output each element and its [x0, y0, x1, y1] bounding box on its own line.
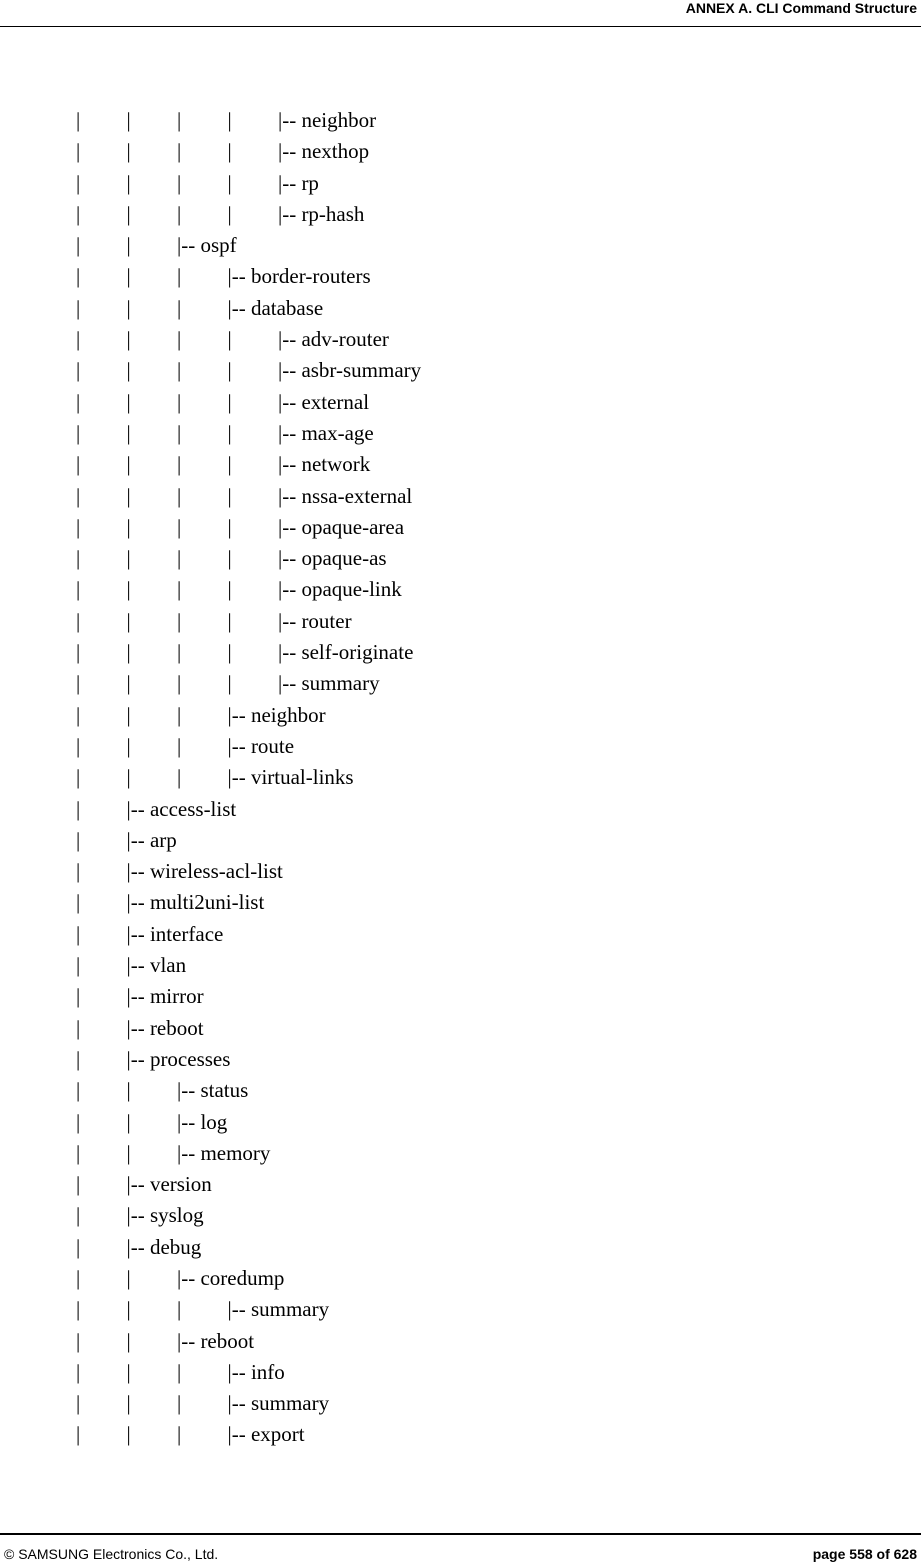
tree-node-label: |-- memory — [177, 1140, 271, 1165]
tree-node-label: |-- opaque-as — [278, 546, 387, 571]
tree-node-label: |-- rp-hash — [278, 201, 365, 226]
tree-node-label: |-- route — [227, 733, 295, 758]
tree-pipe: | — [177, 295, 182, 320]
tree-pipe: | — [76, 233, 81, 258]
page-header-title: ANNEX A. CLI Command Structure — [685, 0, 917, 16]
tree-line — [0, 543, 921, 574]
tree-line — [0, 950, 921, 981]
tree-pipe: | — [227, 483, 232, 508]
tree-pipe: | — [76, 170, 81, 195]
tree-pipe: | — [76, 264, 81, 289]
tree-node-label: |-- opaque-area — [278, 514, 405, 539]
tree-line — [0, 230, 921, 261]
tree-node-label: |-- summary — [227, 1391, 330, 1416]
tree-pipe: | — [126, 1422, 131, 1447]
tree-line — [0, 512, 921, 543]
tree-line — [0, 1169, 921, 1200]
footer-copyright: © SAMSUNG Electronics Co., Ltd. — [4, 1546, 219, 1562]
tree-pipe: | — [126, 420, 131, 445]
tree-node-label: |-- database — [227, 295, 324, 320]
tree-pipe: | — [126, 233, 131, 258]
tree-node-label: |-- mirror — [126, 984, 204, 1009]
tree-pipe: | — [126, 640, 131, 665]
tree-pipe: | — [227, 201, 232, 226]
tree-node-label: |-- arp — [126, 827, 177, 852]
tree-pipe: | — [76, 984, 81, 1009]
tree-line — [0, 1013, 921, 1044]
tree-pipe: | — [227, 170, 232, 195]
tree-pipe: | — [177, 452, 182, 477]
tree-node-label: |-- ospf — [177, 233, 237, 258]
tree-pipe: | — [76, 671, 81, 696]
tree-pipe: | — [126, 108, 131, 132]
tree-pipe: | — [126, 765, 131, 790]
tree-pipe: | — [76, 1078, 81, 1103]
tree-line — [0, 825, 921, 856]
tree-pipe: | — [177, 358, 182, 383]
cli-command-tree — [0, 105, 921, 1451]
tree-node-label: |-- router — [278, 608, 352, 633]
tree-pipe: | — [76, 1172, 81, 1197]
tree-line — [0, 199, 921, 230]
tree-pipe: | — [76, 389, 81, 414]
tree-pipe: | — [177, 108, 182, 132]
tree-node-label: |-- info — [227, 1359, 285, 1384]
tree-node-label: |-- max-age — [278, 420, 374, 445]
tree-pipe: | — [227, 671, 232, 696]
tree-pipe: | — [177, 1422, 182, 1447]
tree-pipe: | — [227, 108, 232, 132]
tree-line — [0, 293, 921, 324]
tree-pipe: | — [227, 546, 232, 571]
tree-node-label: |-- nssa-external — [278, 483, 413, 508]
tree-line — [0, 668, 921, 699]
tree-node-label: |-- processes — [126, 1046, 231, 1071]
tree-node-label: |-- opaque-link — [278, 577, 402, 602]
header-divider — [0, 26, 921, 27]
tree-pipe: | — [76, 1297, 81, 1322]
tree-pipe: | — [126, 139, 131, 164]
tree-pipe: | — [126, 264, 131, 289]
tree-pipe: | — [126, 1078, 131, 1103]
tree-node-label: |-- nexthop — [278, 139, 370, 164]
tree-pipe: | — [76, 1265, 81, 1290]
tree-pipe: | — [177, 640, 182, 665]
tree-pipe: | — [177, 671, 182, 696]
tree-pipe: | — [76, 1391, 81, 1416]
tree-pipe: | — [126, 1297, 131, 1322]
tree-line — [0, 574, 921, 605]
tree-pipe: | — [76, 139, 81, 164]
tree-node-label: |-- wireless-acl-list — [126, 859, 283, 884]
tree-pipe: | — [177, 702, 182, 727]
tree-line — [0, 105, 921, 136]
tree-line — [0, 700, 921, 731]
tree-pipe: | — [227, 577, 232, 602]
tree-line — [0, 1326, 921, 1357]
tree-pipe: | — [177, 483, 182, 508]
tree-pipe: | — [76, 1328, 81, 1353]
tree-pipe: | — [126, 577, 131, 602]
tree-line — [0, 981, 921, 1012]
tree-pipe: | — [126, 546, 131, 571]
tree-pipe: | — [177, 420, 182, 445]
tree-pipe: | — [76, 1046, 81, 1071]
tree-pipe: | — [177, 577, 182, 602]
tree-pipe: | — [76, 1234, 81, 1259]
tree-line — [0, 919, 921, 950]
tree-pipe: | — [76, 640, 81, 665]
tree-pipe: | — [177, 733, 182, 758]
tree-pipe: | — [76, 452, 81, 477]
tree-node-label: |-- network — [278, 452, 371, 477]
tree-pipe: | — [76, 733, 81, 758]
tree-pipe: | — [227, 452, 232, 477]
tree-pipe: | — [177, 264, 182, 289]
tree-line — [0, 261, 921, 292]
tree-node-label: |-- virtual-links — [227, 765, 354, 790]
tree-line — [0, 1107, 921, 1138]
tree-pipe: | — [76, 1422, 81, 1447]
tree-pipe: | — [177, 1391, 182, 1416]
tree-pipe: | — [126, 295, 131, 320]
tree-pipe: | — [76, 953, 81, 978]
tree-pipe: | — [227, 327, 232, 352]
tree-pipe: | — [126, 702, 131, 727]
tree-node-label: |-- reboot — [126, 1015, 204, 1040]
tree-pipe: | — [126, 170, 131, 195]
footer-page-number: page 558 of 628 — [812, 1546, 917, 1562]
footer-divider — [0, 1533, 921, 1535]
tree-line — [0, 1388, 921, 1419]
tree-pipe: | — [126, 1140, 131, 1165]
tree-line — [0, 856, 921, 887]
tree-node-label: |-- external — [278, 389, 370, 414]
tree-pipe: | — [76, 1203, 81, 1228]
tree-line — [0, 1232, 921, 1263]
tree-pipe: | — [227, 514, 232, 539]
tree-pipe: | — [76, 577, 81, 602]
tree-pipe: | — [177, 389, 182, 414]
tree-node-label: |-- access-list — [126, 796, 237, 821]
tree-line — [0, 418, 921, 449]
tree-pipe: | — [177, 1359, 182, 1384]
tree-pipe: | — [177, 546, 182, 571]
tree-line — [0, 1075, 921, 1106]
tree-pipe: | — [76, 327, 81, 352]
tree-pipe: | — [126, 389, 131, 414]
tree-pipe: | — [126, 1109, 131, 1134]
tree-pipe: | — [126, 201, 131, 226]
tree-node-label: |-- interface — [126, 921, 224, 946]
tree-node-label: |-- status — [177, 1078, 249, 1103]
tree-pipe: | — [76, 1140, 81, 1165]
tree-line — [0, 731, 921, 762]
tree-line — [0, 1419, 921, 1450]
tree-line — [0, 1044, 921, 1075]
tree-pipe: | — [126, 1328, 131, 1353]
tree-pipe: | — [76, 108, 81, 132]
tree-pipe: | — [126, 327, 131, 352]
tree-node-label: |-- debug — [126, 1234, 202, 1259]
tree-pipe: | — [76, 921, 81, 946]
tree-pipe: | — [126, 358, 131, 383]
tree-node-label: |-- border-routers — [227, 264, 371, 289]
tree-pipe: | — [126, 1391, 131, 1416]
tree-line — [0, 168, 921, 199]
tree-pipe: | — [177, 514, 182, 539]
tree-node-label: |-- asbr-summary — [278, 358, 422, 383]
tree-pipe: | — [177, 765, 182, 790]
tree-pipe: | — [177, 327, 182, 352]
tree-node-label: |-- summary — [278, 671, 380, 696]
tree-line — [0, 762, 921, 793]
tree-line — [0, 1138, 921, 1169]
tree-line — [0, 449, 921, 480]
tree-pipe: | — [76, 608, 81, 633]
tree-line — [0, 387, 921, 418]
tree-pipe: | — [177, 608, 182, 633]
tree-pipe: | — [227, 389, 232, 414]
tree-node-label: |-- rp — [278, 170, 319, 195]
tree-pipe: | — [126, 483, 131, 508]
tree-pipe: | — [76, 890, 81, 915]
tree-pipe: | — [227, 608, 232, 633]
tree-line — [0, 481, 921, 512]
tree-pipe: | — [227, 420, 232, 445]
tree-node-label: |-- adv-router — [278, 327, 389, 352]
tree-pipe: | — [126, 1359, 131, 1384]
tree-node-label: |-- version — [126, 1172, 212, 1197]
tree-pipe: | — [126, 514, 131, 539]
tree-line — [0, 1294, 921, 1325]
tree-pipe: | — [126, 1265, 131, 1290]
tree-pipe: | — [177, 1297, 182, 1322]
tree-node-label: |-- neighbor — [227, 702, 326, 727]
tree-pipe: | — [76, 859, 81, 884]
tree-pipe: | — [76, 702, 81, 727]
tree-line — [0, 355, 921, 386]
tree-line — [0, 637, 921, 668]
tree-pipe: | — [76, 765, 81, 790]
tree-pipe: | — [76, 358, 81, 383]
tree-pipe: | — [76, 483, 81, 508]
tree-line — [0, 606, 921, 637]
tree-pipe: | — [126, 671, 131, 696]
tree-node-label: |-- multi2uni-list — [126, 890, 265, 915]
tree-line — [0, 136, 921, 167]
tree-pipe: | — [227, 358, 232, 383]
tree-line — [0, 1200, 921, 1231]
tree-pipe: | — [227, 640, 232, 665]
tree-node-label: |-- syslog — [126, 1203, 204, 1228]
tree-pipe: | — [76, 1359, 81, 1384]
tree-node-label: |-- vlan — [126, 953, 187, 978]
tree-pipe: | — [76, 201, 81, 226]
tree-node-label: |-- summary — [227, 1297, 330, 1322]
tree-line — [0, 1263, 921, 1294]
tree-line — [0, 794, 921, 825]
tree-pipe: | — [76, 295, 81, 320]
tree-pipe: | — [177, 170, 182, 195]
tree-line — [0, 324, 921, 355]
tree-pipe: | — [177, 139, 182, 164]
tree-node-label: |-- self-originate — [278, 640, 414, 665]
tree-pipe: | — [177, 201, 182, 226]
tree-pipe: | — [76, 796, 81, 821]
tree-pipe: | — [76, 827, 81, 852]
tree-pipe: | — [126, 733, 131, 758]
tree-node-label: |-- coredump — [177, 1265, 285, 1290]
tree-node-label: |-- log — [177, 1109, 228, 1134]
tree-pipe: | — [126, 608, 131, 633]
tree-node-label: |-- export — [227, 1422, 305, 1447]
tree-line — [0, 1357, 921, 1388]
tree-node-label: |-- reboot — [177, 1328, 255, 1353]
tree-pipe: | — [76, 1015, 81, 1040]
tree-line — [0, 887, 921, 918]
tree-pipe: | — [76, 546, 81, 571]
tree-pipe: | — [126, 452, 131, 477]
tree-pipe: | — [76, 1109, 81, 1134]
tree-pipe: | — [76, 420, 81, 445]
tree-pipe: | — [76, 514, 81, 539]
tree-pipe: | — [227, 139, 232, 164]
tree-node-label: |-- neighbor — [278, 108, 377, 132]
